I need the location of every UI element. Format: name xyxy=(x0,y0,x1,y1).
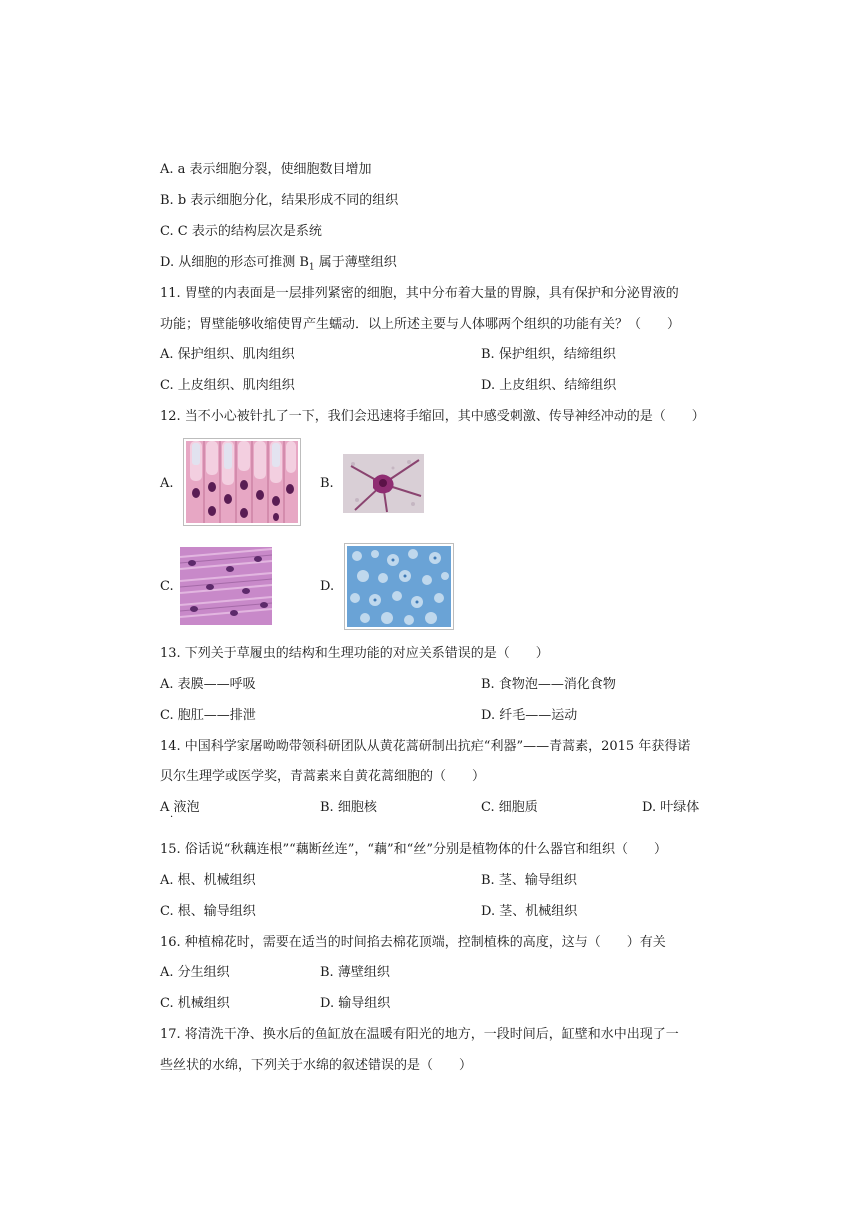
cartilage-tissue-micrograph xyxy=(347,546,451,627)
decorative-dot: · xyxy=(170,812,174,823)
q12-option-b-label: B. xyxy=(320,476,334,491)
q14-option-c: C. 细胞质 xyxy=(481,800,538,815)
q10-option-a: A. a 表示细胞分裂，使细胞数目增加 xyxy=(160,162,372,177)
q12-option-d-label: D. xyxy=(320,579,335,594)
q11-option-a: A. 保护组织、肌肉组织 xyxy=(160,347,295,362)
q11-option-c: C. 上皮组织、肌肉组织 xyxy=(160,378,295,393)
q13-option-c: C. 胞肛——排泄 xyxy=(160,708,256,723)
q16-option-b: B. 薄壁组织 xyxy=(320,965,390,980)
q14-option-d: D. 叶绿体 xyxy=(642,800,700,815)
q17-stem-line2: 些丝状的水绵，下列关于水绵的叙述错误的是（ ） xyxy=(160,1058,473,1073)
q11-option-d: D. 上皮组织、结缔组织 xyxy=(481,378,617,393)
q12-option-c-label: C. xyxy=(160,579,174,594)
q10-option-d xyxy=(160,254,397,277)
q15-option-c: C. 根、输导组织 xyxy=(160,904,256,919)
q10-option-c: C. C 表示的结构层次是系统 xyxy=(160,224,322,239)
q16-stem: 16. 种植棉花时，需要在适当的时间掐去棉花顶端，控制植株的高度，这与（ ）有关 xyxy=(160,935,666,950)
neuron-micrograph xyxy=(343,454,424,513)
q15-option-b: B. 茎、输导组织 xyxy=(481,873,577,888)
q10-option-d-suffix: 属于薄壁组织 xyxy=(314,255,397,270)
q15-stem: 15. 俗话说“秋藕连根”“藕断丝连”，“藕”和“丝”分别是植物体的什么器官和组织（ ） xyxy=(160,842,667,857)
q12-stem: 12. 当不小心被针扎了一下，我们会迅速将手缩回，其中感受刺激、传导神经冲动的是（ ） xyxy=(160,409,705,424)
q12-option-c-image xyxy=(180,547,272,625)
q12-option-a-image xyxy=(183,438,301,526)
q14-stem-line2: 贝尔生理学或医学奖，青蒿素来自黄花蒿细胞的（ ） xyxy=(160,769,486,784)
q14-stem-line1: 14. 中国科学家屠呦呦带领科研团队从黄花蒿研制出抗疟“利器”——青蒿素，2015 年获得诺 xyxy=(160,739,691,754)
q10-option-d-prefix: D. 从细胞的形态可推测 B xyxy=(160,255,309,270)
q15-option-a: A. 根、机械组织 xyxy=(160,873,256,888)
q15-option-d: D. 茎、机械组织 xyxy=(481,904,578,919)
q11-stem-line2: 功能；胃壁能够收缩使胃产生蠕动．以上所述主要与人体哪两个组织的功能有关？（ ） xyxy=(160,317,681,332)
q13-option-b: B. 食物泡——消化食物 xyxy=(481,677,616,692)
q13-option-a: A. 表膜——呼吸 xyxy=(160,677,256,692)
q12-option-d-image xyxy=(344,543,454,630)
q10-option-d-subscript: 1 xyxy=(308,262,315,273)
q12-option-b-image xyxy=(343,454,424,513)
q16-option-c: C. 机械组织 xyxy=(160,996,230,1011)
q16-option-d: D. 输导组织 xyxy=(320,996,391,1011)
q13-option-d: D. 纤毛——运动 xyxy=(481,708,578,723)
q11-stem-line1: 11. 胃壁的内表面是一层排列紧密的细胞，其中分布着大量的胃腺，具有保护和分泌胃液的 xyxy=(160,286,679,301)
columnar-epithelium-micrograph xyxy=(186,441,298,523)
q11-option-b: B. 保护组织，结缔组织 xyxy=(481,347,616,362)
q14-option-a: A 液泡 xyxy=(160,800,200,815)
q12-option-a-label: A. xyxy=(160,476,174,491)
q14-option-b: B. 细胞核 xyxy=(320,800,377,815)
q17-stem-line1: 17. 将清洗干净、换水后的鱼缸放在温暖有阳光的地方，一段时间后，缸壁和水中出现了一 xyxy=(160,1027,679,1042)
cardiac-muscle-micrograph xyxy=(180,547,272,625)
q13-stem: 13. 下列关于草履虫的结构和生理功能的对应关系错误的是（ ） xyxy=(160,646,549,661)
q16-option-a: A. 分生组织 xyxy=(160,965,230,980)
q10-option-b: B. b 表示细胞分化，结果形成不同的组织 xyxy=(160,193,399,208)
